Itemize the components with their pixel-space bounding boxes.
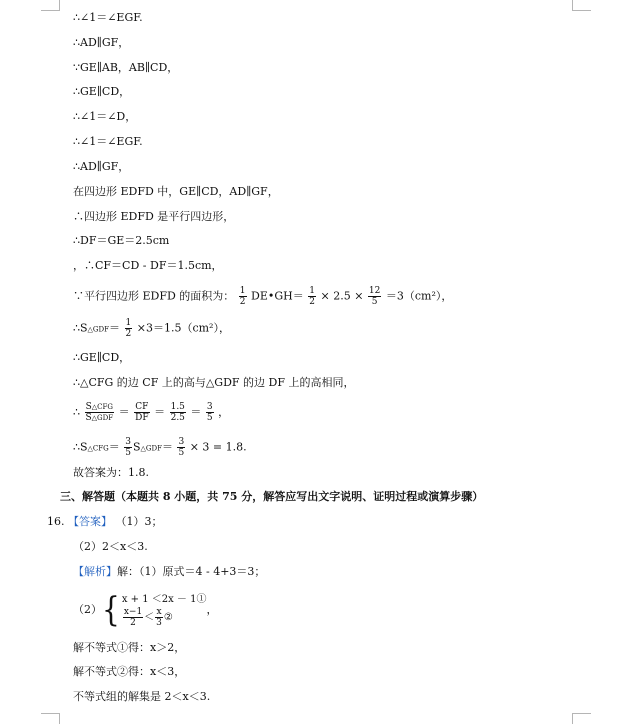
text-run: ＝ — [118, 405, 130, 419]
area-formula-line — [73, 286, 452, 307]
subscript: △GDF — [140, 444, 162, 453]
text-run: S — [85, 402, 92, 412]
brace-glyph: { — [102, 589, 120, 630]
solution-line: 解不等式②得：x＜3， — [73, 665, 186, 678]
text-run: ＜ — [144, 611, 155, 623]
text-run: （1）3； — [115, 515, 163, 528]
text-run: × 3 = 1.8. — [189, 440, 247, 454]
ratio-line — [73, 402, 229, 423]
text-run: ＝ — [190, 405, 202, 419]
fraction-denominator: DF — [135, 413, 149, 423]
inequality-two — [122, 607, 207, 628]
text-run: ， — [206, 603, 218, 616]
fraction-numerator: 1 — [125, 318, 132, 328]
fraction-numerator: 1.5 — [170, 402, 185, 412]
fraction-numerator: 1 — [309, 286, 315, 296]
text-run: S — [132, 440, 141, 454]
fraction-denominator: 3 — [156, 617, 162, 628]
fraction-numerator: x — [156, 606, 162, 617]
inequality-system — [122, 593, 207, 628]
fraction-x-minus-1-over-2 — [123, 607, 143, 628]
solution-line — [73, 565, 265, 579]
fraction-length-ratio — [170, 402, 186, 423]
text-run: ∴S — [73, 321, 88, 335]
fraction-numerator: 1 — [239, 286, 246, 296]
solution-line: 不等式组的解集是 2＜x＜3. — [73, 690, 211, 703]
text-run: ∵平行四边形 EDFD 的面积为： — [73, 289, 235, 303]
fraction-denominator: 5 — [178, 448, 185, 458]
fraction-numerator — [85, 402, 115, 413]
proof-line: ∴GE∥CD， — [73, 85, 131, 98]
text-run: ＝ — [154, 405, 166, 419]
text-run: 解：（1）原式＝4 - 4+3＝3； — [117, 565, 266, 578]
fraction-numerator: x−1 — [123, 606, 143, 617]
answer-tag: 【答案】 — [68, 515, 112, 528]
fraction-denominator: 2 — [130, 617, 136, 628]
page-corner-mark — [572, 0, 591, 11]
text-run: × 2.5 × — [320, 289, 364, 303]
text-run: ， — [218, 405, 230, 419]
area-gdf-line — [73, 318, 230, 339]
fraction-half — [239, 286, 247, 307]
fraction-x-over-3 — [155, 607, 163, 628]
fraction-three-fifths — [177, 437, 185, 458]
fraction-denominator: 2 — [125, 329, 132, 339]
subscript: △CFG — [91, 403, 113, 411]
proof-line: 在四边形 EDFD 中，GE∥CD，AD∥GF， — [73, 185, 279, 198]
fraction-three-fifths — [124, 437, 132, 458]
fraction-denominator: 5 — [371, 297, 378, 307]
page-corner-mark — [572, 713, 591, 724]
subscript: △CFG — [87, 444, 109, 453]
analysis-tag: 【解析】 — [73, 565, 117, 578]
fraction-denominator: 2.5 — [170, 413, 185, 423]
text-run: ∴ — [73, 405, 80, 419]
fraction-denominator: 2 — [239, 297, 246, 307]
question-16-answer — [47, 515, 163, 529]
solution-line: 解不等式①得：x＞2， — [73, 641, 186, 654]
text-run: ＝ — [108, 440, 120, 454]
proof-line: ∴AD∥GF， — [73, 36, 130, 49]
page-corner-mark — [41, 0, 60, 11]
fraction-three-fifths — [206, 402, 214, 423]
fraction-numerator: 3 — [125, 437, 131, 447]
fraction-twelve-fifths — [368, 286, 381, 307]
subscript: △GDF — [91, 414, 114, 422]
proof-line: ∴∠1＝∠D， — [73, 110, 137, 123]
fraction-area-ratio — [85, 402, 115, 423]
proof-line: ∴四边形 EDFD 是平行四边形， — [73, 210, 235, 223]
fraction-denominator: 5 — [206, 413, 213, 423]
text-run: ＝ — [109, 321, 120, 335]
question-number: 16. — [47, 515, 65, 528]
text-run: ∴S — [73, 440, 88, 454]
section-heading: 三、解答题（本题共 8 小题，共 75 分，解答应写出文字说明、证明过程或演算步骤） — [60, 490, 484, 503]
proof-line: ，∴CF＝CD - DF＝1.5cm， — [73, 259, 223, 272]
proof-line: ∴△CFG 的边 CF 上的高与△GDF 的边 DF 上的高相同， — [73, 376, 355, 389]
proof-line: ∴∠1＝∠EGF. — [73, 11, 143, 24]
text-run: ② — [163, 611, 173, 623]
fraction-denominator — [85, 413, 115, 423]
fraction-denominator: 2 — [309, 297, 315, 307]
text-run: DE•GH＝ — [251, 289, 304, 303]
text-run: ＝3（cm²）， — [385, 289, 453, 303]
fraction-side-ratio — [134, 402, 149, 423]
proof-line: ∵GE∥AB，AB∥CD， — [73, 61, 179, 74]
subscript: △GDF — [87, 325, 109, 334]
area-cfg-line — [73, 437, 247, 458]
proof-line: ∴DF＝GE＝2.5cm — [73, 234, 170, 247]
fraction-numerator: 12 — [368, 286, 381, 296]
proof-line: ∴GE∥CD， — [73, 351, 131, 364]
inequality-system-line — [73, 590, 217, 630]
page-corner-mark — [41, 713, 60, 724]
fraction-numerator: CF — [135, 402, 149, 412]
fraction-numerator: 3 — [206, 402, 213, 412]
text-run: （2） — [73, 603, 102, 616]
answer-line: （2）2＜x＜3. — [73, 540, 148, 553]
text-run: ×3＝1.5（cm²）， — [136, 321, 230, 335]
fraction-denominator: 5 — [125, 448, 131, 458]
fraction-half — [125, 318, 133, 339]
inequality-one: x + 1 ＜2x － 1① — [121, 593, 207, 605]
text-run: S — [85, 413, 92, 423]
answer-line: 故答案为：1.8. — [73, 466, 149, 479]
proof-line: ∴∠1＝∠EGF. — [73, 135, 143, 148]
fraction-numerator: 3 — [178, 437, 185, 447]
proof-line: ∴AD∥GF， — [73, 160, 130, 173]
text-run: ＝ — [161, 440, 173, 454]
fraction-half — [308, 286, 316, 307]
